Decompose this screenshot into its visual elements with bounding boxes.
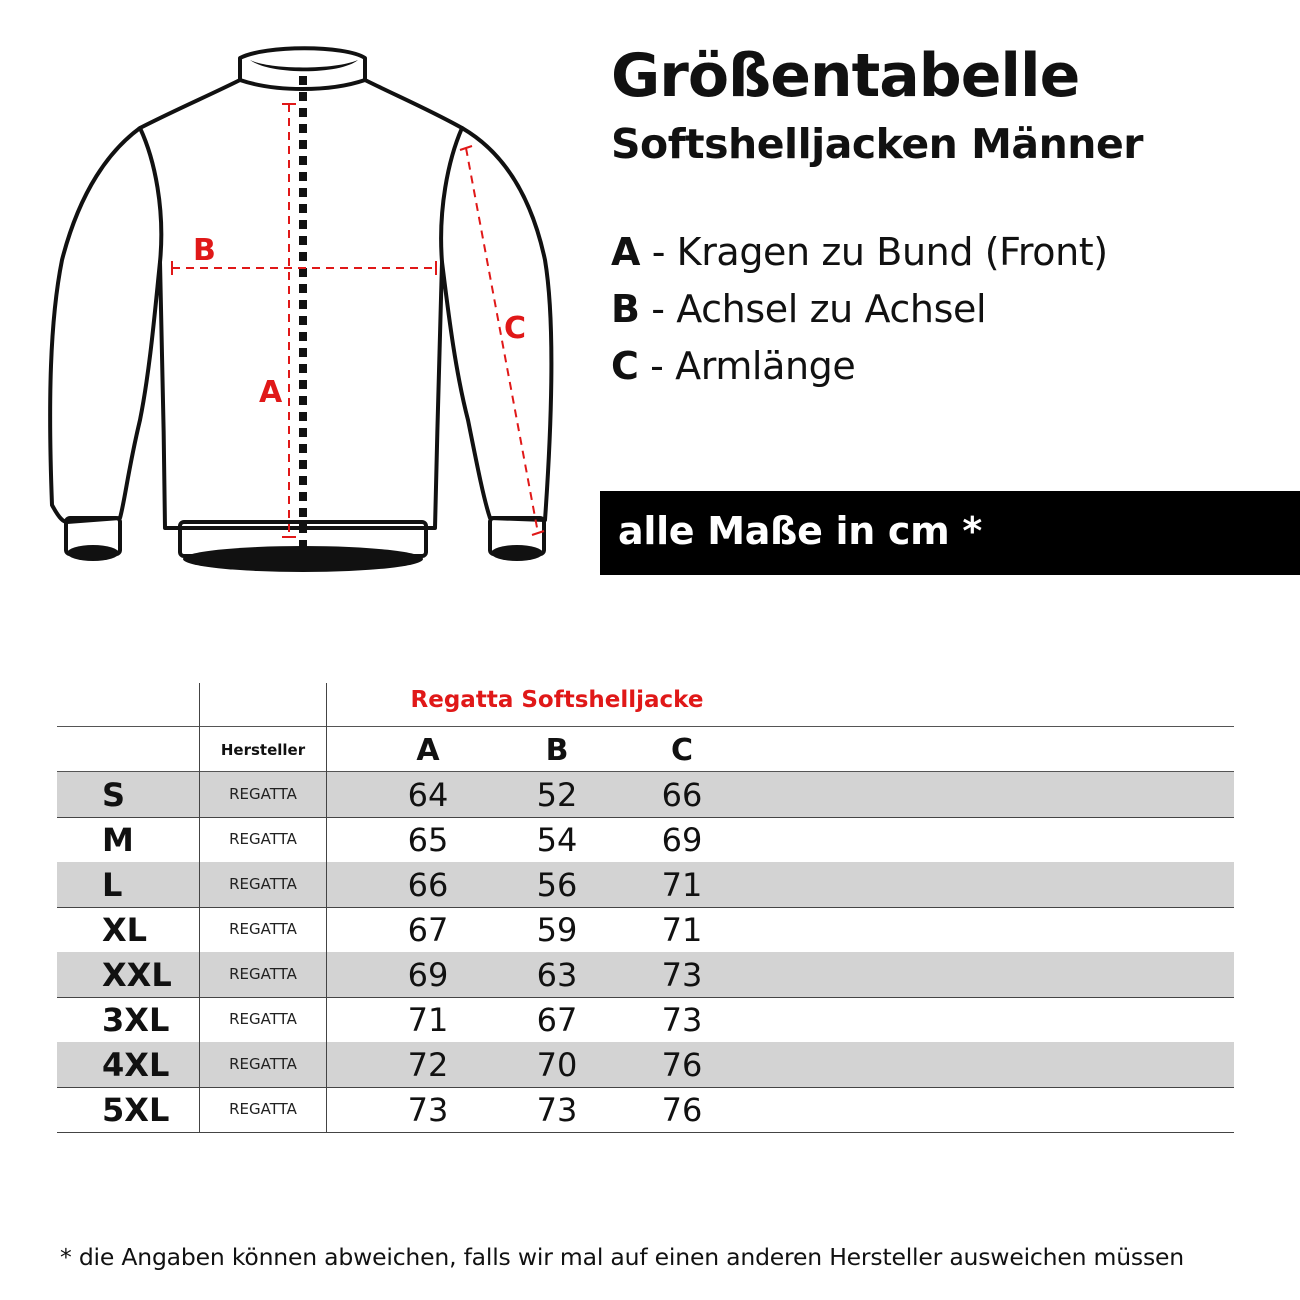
maker-cell: REGATTA: [229, 830, 297, 848]
maker-cell: REGATTA: [229, 965, 297, 983]
table-row: [57, 907, 1234, 952]
value-cell-b: 67: [536, 1001, 578, 1039]
value-cell-a: 71: [407, 1001, 449, 1039]
dimension-label-c: C: [504, 311, 527, 346]
value-cell-c: 76: [661, 1091, 703, 1129]
size-label: XXL: [102, 956, 172, 994]
jacket-diagram: [0, 0, 580, 600]
value-cell-a: 69: [407, 956, 449, 994]
legend-item-a: A - Kragen zu Bund (Front): [611, 230, 1108, 274]
value-cell-a: 66: [407, 866, 449, 904]
value-cell-c: 73: [661, 956, 703, 994]
value-cell-b: 70: [536, 1046, 578, 1084]
page-title: Größentabelle: [611, 41, 1080, 111]
size-label: 5XL: [102, 1091, 170, 1129]
value-cell-b: 54: [536, 821, 578, 859]
value-cell-a: 64: [407, 776, 449, 814]
column-header-c: C: [670, 733, 694, 768]
units-banner: [600, 491, 1300, 575]
size-label: L: [102, 866, 123, 904]
maker-cell: REGATTA: [229, 785, 297, 803]
maker-cell: REGATTA: [229, 1100, 297, 1118]
table-row: [57, 862, 1234, 907]
table-row: [57, 1042, 1234, 1087]
table-row: [57, 817, 1234, 862]
footnote: * die Angaben können abweichen, falls wir mal auf einen anderen Hersteller ausweichen müssen: [60, 1243, 1184, 1271]
row-divider: [57, 1132, 1234, 1133]
value-cell-b: 52: [536, 776, 578, 814]
brand-header: Regatta Softshelljacke: [410, 687, 704, 713]
maker-cell: REGATTA: [229, 1010, 297, 1028]
column-divider: [326, 683, 327, 1133]
value-cell-c: 76: [661, 1046, 703, 1084]
size-label: M: [102, 821, 134, 859]
value-cell-b: 73: [536, 1091, 578, 1129]
value-cell-a: 72: [407, 1046, 449, 1084]
table-row: [57, 952, 1234, 997]
value-cell-c: 71: [661, 911, 703, 949]
value-cell-b: 59: [536, 911, 578, 949]
maker-cell: REGATTA: [229, 1055, 297, 1073]
size-label: S: [102, 776, 126, 814]
value-cell-a: 73: [407, 1091, 449, 1129]
value-cell-b: 63: [536, 956, 578, 994]
page-subtitle: Softshelljacken Männer: [611, 120, 1143, 168]
column-divider: [199, 683, 200, 1133]
units-note: alle Maße in cm *: [618, 509, 982, 553]
value-cell-c: 69: [661, 821, 703, 859]
measurement-legend: [611, 224, 1108, 395]
table-row: [57, 997, 1234, 1042]
value-cell-a: 67: [407, 911, 449, 949]
value-cell-c: 66: [661, 776, 703, 814]
value-cell-c: 73: [661, 1001, 703, 1039]
maker-cell: REGATTA: [229, 875, 297, 893]
legend-item-b: B - Achsel zu Achsel: [611, 287, 987, 331]
size-label: 3XL: [102, 1001, 170, 1039]
table-row: [57, 772, 1234, 817]
size-label: 4XL: [102, 1046, 170, 1084]
header-divider: [57, 726, 1234, 727]
table-row: [57, 1087, 1234, 1132]
maker-cell: REGATTA: [229, 920, 297, 938]
dimension-label-a: A: [259, 375, 283, 410]
legend-item-c: C - Armlänge: [611, 344, 856, 388]
value-cell-c: 71: [661, 866, 703, 904]
size-label: XL: [102, 911, 148, 949]
value-cell-b: 56: [536, 866, 578, 904]
maker-column-header: Hersteller: [220, 741, 306, 759]
column-header-b: B: [545, 733, 569, 768]
column-header-a: A: [416, 733, 440, 768]
value-cell-a: 65: [407, 821, 449, 859]
dimension-label-b: B: [193, 233, 216, 268]
